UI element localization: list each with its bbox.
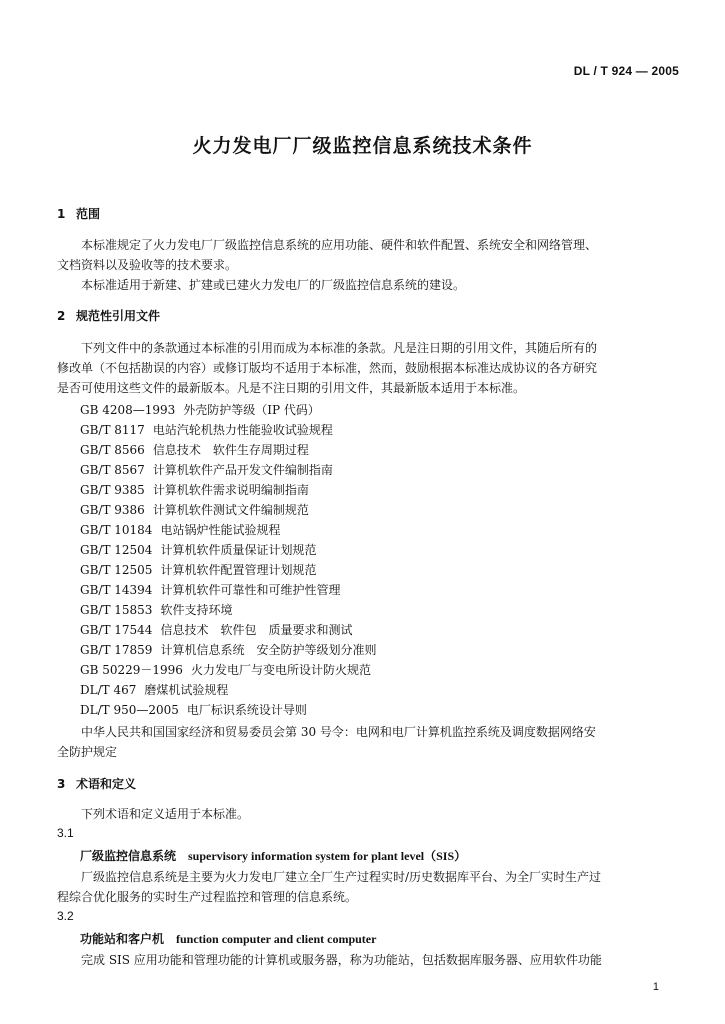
section-1-para2: 本标准适用于新建、扩建或已建火力发电厂的厂级监控信息系统的建设。: [81, 278, 466, 292]
term-3-1-def-line1: 厂级监控信息系统是主要为火力发电厂建立全厂生产过程实时/历史数据库平台、为全厂实时生产过: [81, 870, 602, 884]
section-2-intro-line2: 修改单（不包括勘误的内容）或修订版均不适用于本标准，然而，鼓励根据本标准达成协议的各方研究: [57, 361, 598, 375]
reference-item: [80, 401, 320, 418]
term-3-1-en: supervisory information system for plant level（SIS）: [188, 849, 467, 863]
reference-title: 信息技术 软件生存周期过程: [152, 443, 309, 457]
section-3-intro: 下列术语和定义适用于本标准。: [81, 807, 250, 821]
term-3-1-number: 3.1: [57, 826, 74, 840]
reference-title: 电厂标识系统设计导则: [186, 703, 307, 717]
term-3-2-en: function computer and client computer: [176, 932, 377, 946]
standard-code: DL / T 924 — 2005: [573, 64, 679, 78]
reference-item: [80, 621, 352, 638]
reference-code: GB 4208—1993: [80, 403, 176, 417]
decree-reference-line2: 全防护规定: [57, 745, 118, 759]
reference-item: [80, 561, 316, 578]
reference-code: GB/T 14394: [80, 583, 153, 597]
reference-title: 计算机软件测试文件编制规范: [152, 503, 309, 517]
reference-item: [80, 681, 228, 698]
section-1-heading: [57, 205, 100, 222]
reference-code: GB/T 12505: [80, 563, 153, 577]
reference-code: GB/T 12504: [80, 543, 153, 557]
decree-reference-line1: 中华人民共和国国家经济和贸易委员会第 30 号令：电网和电厂计算机监控系统及调度数据网络安: [81, 725, 596, 739]
term-3-2-number: 3.2: [57, 909, 74, 923]
reference-title: 火力发电厂与变电所设计防火规范: [190, 663, 371, 677]
reference-item: [80, 701, 307, 718]
section-1-para1-line2: 文档资料以及验收等的技术要求。: [57, 258, 238, 272]
section-2-title: 规范性引用文件: [76, 309, 161, 323]
reference-code: GB/T 17544: [80, 623, 153, 637]
page-number: 1: [652, 981, 659, 993]
reference-title: 电站锅炉性能试验规程: [160, 523, 281, 537]
reference-code: GB/T 8567: [80, 463, 145, 477]
reference-item: [80, 461, 333, 478]
section-2-number: 2: [57, 309, 66, 323]
reference-code: GB/T 10184: [80, 523, 153, 537]
reference-title: 软件支持环境: [160, 603, 233, 617]
term-3-2-zh: 功能站和客户机: [80, 932, 165, 946]
reference-item: [80, 421, 333, 438]
term-3-1-def-line2: 程综合优化服务的实时生产过程监控和管理的信息系统。: [57, 890, 358, 904]
reference-code: GB/T 15853: [80, 603, 153, 617]
reference-item: [80, 501, 309, 518]
reference-item: [80, 441, 309, 458]
reference-code: GB/T 9386: [80, 503, 145, 517]
reference-item: [80, 661, 371, 678]
reference-code: DL/T 950—2005: [80, 703, 179, 717]
reference-item: [80, 581, 340, 598]
reference-title: 计算机软件配置管理计划规范: [160, 563, 317, 577]
reference-title: 计算机软件质量保证计划规范: [160, 543, 317, 557]
reference-title: 计算机软件产品开发文件编制指南: [152, 463, 333, 477]
reference-code: GB/T 8566: [80, 443, 145, 457]
section-1-title: 范围: [76, 207, 101, 221]
term-3-1-heading: [80, 847, 466, 864]
section-2-intro-line3: 是否可使用这些文件的最新版本。凡是不注日期的引用文件，其最新版本适用于本标准。: [57, 381, 526, 395]
reference-item: [80, 481, 309, 498]
reference-title: 信息技术 软件包 质量要求和测试: [160, 623, 353, 637]
section-1-number: 1: [57, 207, 66, 221]
reference-title: 计算机软件需求说明编制指南: [152, 483, 309, 497]
reference-code: GB 50229－1996: [80, 663, 183, 677]
reference-item: [80, 641, 376, 658]
reference-title: 外壳防护等级（IP 代码）: [183, 403, 320, 417]
section-3-number: 3: [57, 777, 66, 791]
reference-code: DL/T 467: [80, 683, 137, 697]
term-3-2-def-line1: 完成 SIS 应用功能和管理功能的计算机或服务器，称为功能站，包括数据库服务器、应用软件功能: [81, 953, 602, 967]
reference-title: 磨煤机试验规程: [144, 683, 229, 697]
reference-title: 计算机信息系统 安全防护等级划分准则: [160, 643, 377, 657]
reference-item: [80, 541, 316, 558]
section-2-heading: [57, 307, 160, 324]
reference-item: [80, 601, 232, 618]
reference-item: [80, 521, 280, 538]
term-3-2-heading: [80, 930, 376, 947]
section-2-intro-line1: 下列文件中的条款通过本标准的引用而成为本标准的条款。凡是注日期的引用文件，其随后所有的: [81, 341, 598, 355]
reference-code: GB/T 17859: [80, 643, 153, 657]
reference-code: GB/T 9385: [80, 483, 145, 497]
document-title: 火力发电厂厂级监控信息系统技术条件: [192, 135, 533, 157]
section-3-title: 术语和定义: [76, 777, 137, 791]
reference-code: GB/T 8117: [80, 423, 145, 437]
reference-title: 电站汽轮机热力性能验收试验规程: [152, 423, 333, 437]
section-3-heading: [57, 775, 136, 792]
reference-title: 计算机软件可靠性和可维护性管理: [160, 583, 341, 597]
term-3-1-zh: 厂级监控信息系统: [80, 849, 177, 863]
section-1-para1-line1: 本标准规定了火力发电厂厂级监控信息系统的应用功能、硬件和软件配置、系统安全和网络管理、: [81, 238, 598, 252]
